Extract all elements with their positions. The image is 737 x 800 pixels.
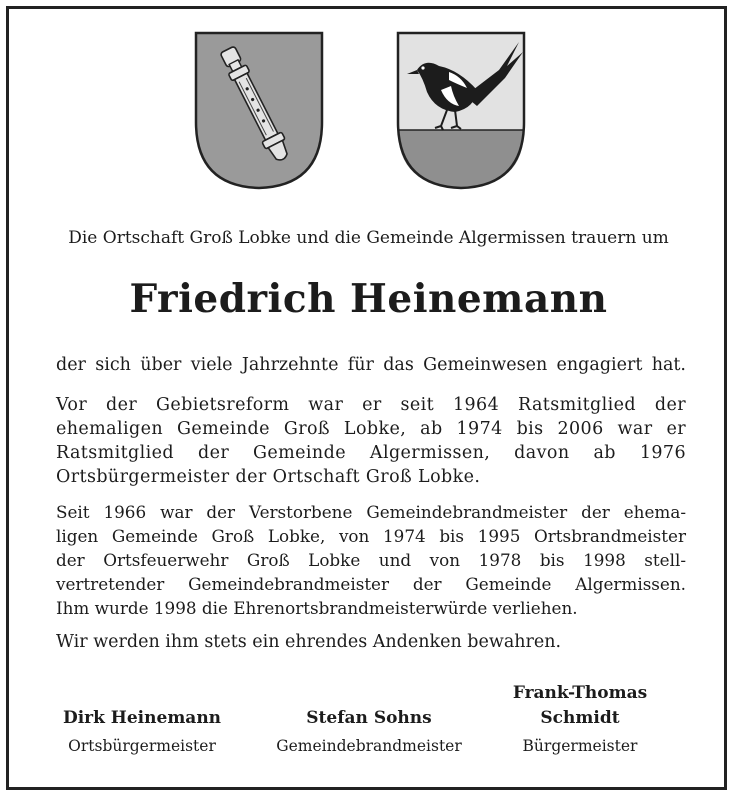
signatory-name: Stefan Sohns [306,708,432,728]
paragraph-line: Ratsmitglied der Gemeinde Algermissen, davon ab 1976 [56,443,686,463]
deceased-name: Friedrich Heinemann [129,276,608,322]
paragraph-line: der Ortsfeuerwehr Groß Lobke und von 1978 bis 1998 stell- [56,550,686,570]
paragraph-line: Vor der Gebietsreform war er seit 1964 Ratsmitglied der [56,395,686,415]
intro-text: Die Ortschaft Groß Lobke und die Gemeinde Algermissen trauern um [68,228,669,248]
signatory-stefan-sohns [258,706,480,758]
signatory-role: Ortsbürgermeister [68,737,216,755]
paragraph-council [56,393,686,489]
signatory-name: Dirk Heinemann [62,708,222,728]
signatory-frank-thomas-schmidt [490,681,670,758]
crest-left [193,30,325,190]
closing-text: Wir werden ihm stets ein ehrendes Andenken bewahren. [56,632,562,652]
paragraph-line: vertretender Gemeindebrandmeister der Gemeinde Algermissen. [56,574,686,594]
paragraph-fire-brigade [56,500,686,620]
paragraph-line: Ortsbürgermeister der Ortschaft Groß Lobke. [56,467,481,487]
engagement-text: der sich über viele Jahrzehnte für das Gemeinwesen engagiert hat. [56,355,686,375]
paragraph-line: Seit 1966 war der Verstorbene Gemeindebrandmeister der ehema- [56,502,686,522]
paragraph-line: ligen Gemeinde Groß Lobke, von 1974 bis 1995 Ortsbrandmeister [56,526,686,546]
signatory-name: Frank-Thomas [512,683,648,703]
paragraph-line: ehemaligen Gemeinde Groß Lobke, ab 1974 bis 2006 war er [56,419,686,439]
signatory-dirk-heinemann [52,706,232,758]
signatory-role: Bürgermeister [522,737,638,755]
signatory-name: Schmidt [540,708,620,728]
signatory-role: Gemeindebrandmeister [276,737,462,755]
crest-right [395,30,527,190]
paragraph-line: Ihm wurde 1998 die Ehrenortsbrandmeisterwürde verliehen. [56,598,578,618]
